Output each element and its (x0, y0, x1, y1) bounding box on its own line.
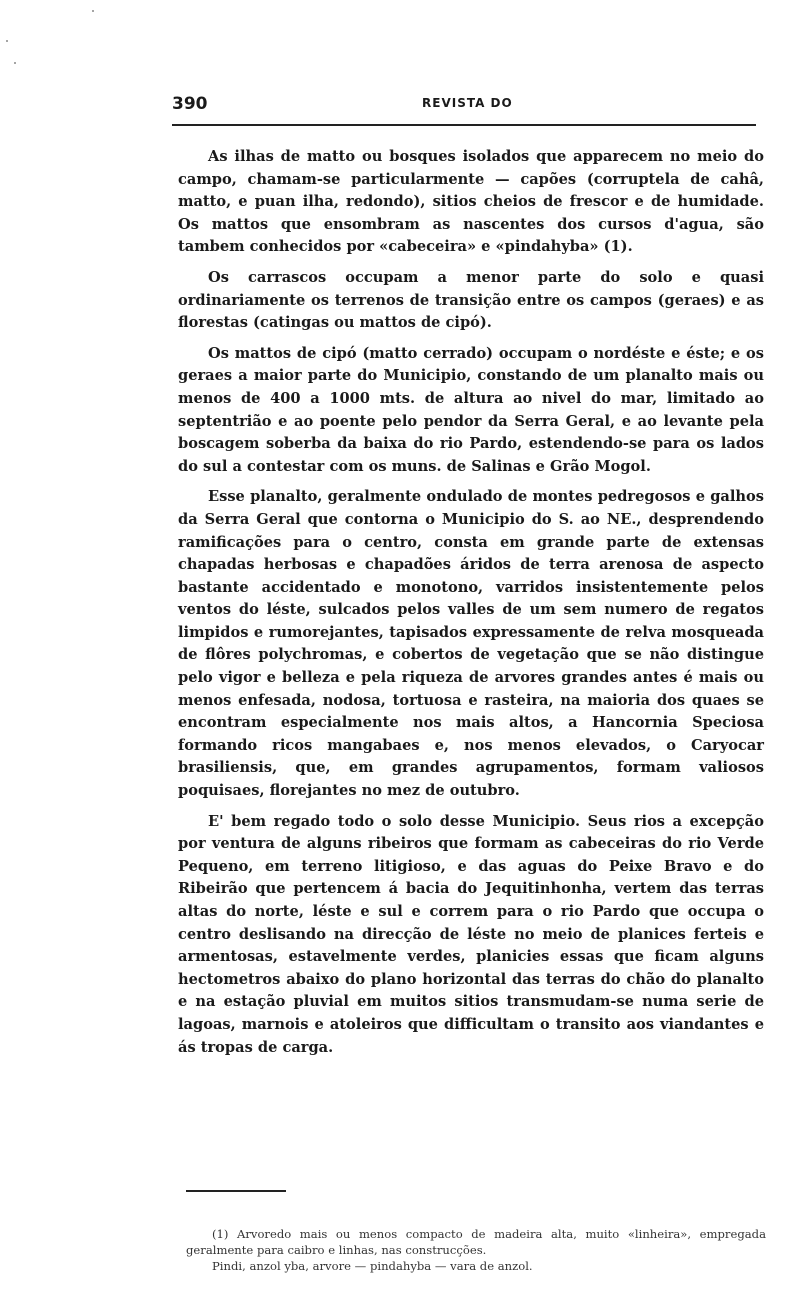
header-rule (172, 124, 756, 126)
body-text (178, 146, 764, 1059)
running-title: REVISTA DO (422, 96, 513, 110)
page-header (172, 94, 756, 118)
footnote-line: (1) Arvoredo mais ou menos compacto de madeira alta, muito «linheira», empregada geralmente para caibro e linhas, nas construcções. (186, 1227, 766, 1257)
footnote-line: Pindi, anzol yba, arvore — pindahyba — vara de anzol. (212, 1259, 533, 1273)
footnote (186, 1226, 766, 1274)
footnote-rule (186, 1190, 286, 1192)
scan-speck (14, 62, 16, 64)
scan-speck (92, 10, 94, 12)
scan-speck (6, 40, 8, 42)
page-number: 390 (172, 94, 208, 114)
paragraph: Os mattos de cipó (matto cerrado) occupam o nordéste e éste; e os geraes a maior parte do Municipio, constando de um planalto mais ou menos de 400 a 1000 mts. de altura ao nivel do mar, limitado ao septentrião e ao poente pelo pendor da Serra Geral, e ao levante pela boscagem soberba da baixa do rio Pardo, estendendo-se para os lados do sul a contestar com os muns. de Salinas e Grão Mogol. (178, 344, 764, 475)
paragraph: Os carrascos occupam a menor parte do solo e quasi ordinariamente os terrenos de transição entre os campos (geraes) e as florestas (catingas ou mattos de cipó). (178, 268, 764, 332)
paragraph: Esse planalto, geralmente ondulado de montes pedregosos e galhos da Serra Geral que contorna o Municipio do S. ao NE., desprendendo ramificações para o centro, consta em grande parte de extensas chapadas herbosas e chapadões áridos de terra arenosa de aspecto bastante accidentado e monotono, varridos insistentemente pelos ventos do léste, sulcados pelos valles de um sem numero de regatos limpidos e rumorejantes, tapisados expressamente de relva mosqueada de flôres polychromas, e cobertos de vegetação que se não distingue pelo vigor e belleza e pela riqueza de arvores grandes antes é mais ou menos enfesada, nodosa, tortuosa e rasteira, na maioria dos quaes se encontram especialmente nos mais altos, a Hancornia Speciosa formando ricos mangabaes e, nos menos elevados, o Caryocar brasiliensis, que, em grandes agrupamentos, formam valiosos poquisaes, florejantes no mez de outubro. (178, 488, 764, 800)
paragraph: As ilhas de matto ou bosques isolados que apparecem no meio do campo, chamam-se particularmente — capões (corruptela de cahâ, matto, e puan ilha, redondo), sitios cheios de frescor e de humidade. Os mattos que ensombram as nascentes dos cursos d'agua, são tambem conhecidos por «cabeceira» e «pindahyba» (1). (178, 148, 764, 256)
paragraph: E' bem regado todo o solo desse Municipio. Seus rios a excepção por ventura de alguns ribeiros que formam as cabeceiras do rio Verde Pequeno, em terreno litigioso, e das aguas do Peixe Bravo e do Ribeirão que pertencem á bacia do Jequitinhonha, vertem das terras altas do norte, léste e sul e correm para o rio Pardo que occupa o centro deslisando na direcção de léste no meio de planices ferteis e armentosas, estavelmente verdes, planicies essas que ficam alguns hectometros abaixo do plano horizontal das terras do chão do planalto e na estação pluvial em muitos sitios transmudam-se numa serie de lagoas, marnois e atoleiros que difficultam o transito aos viandantes e ás tropas de carga. (178, 812, 764, 1056)
